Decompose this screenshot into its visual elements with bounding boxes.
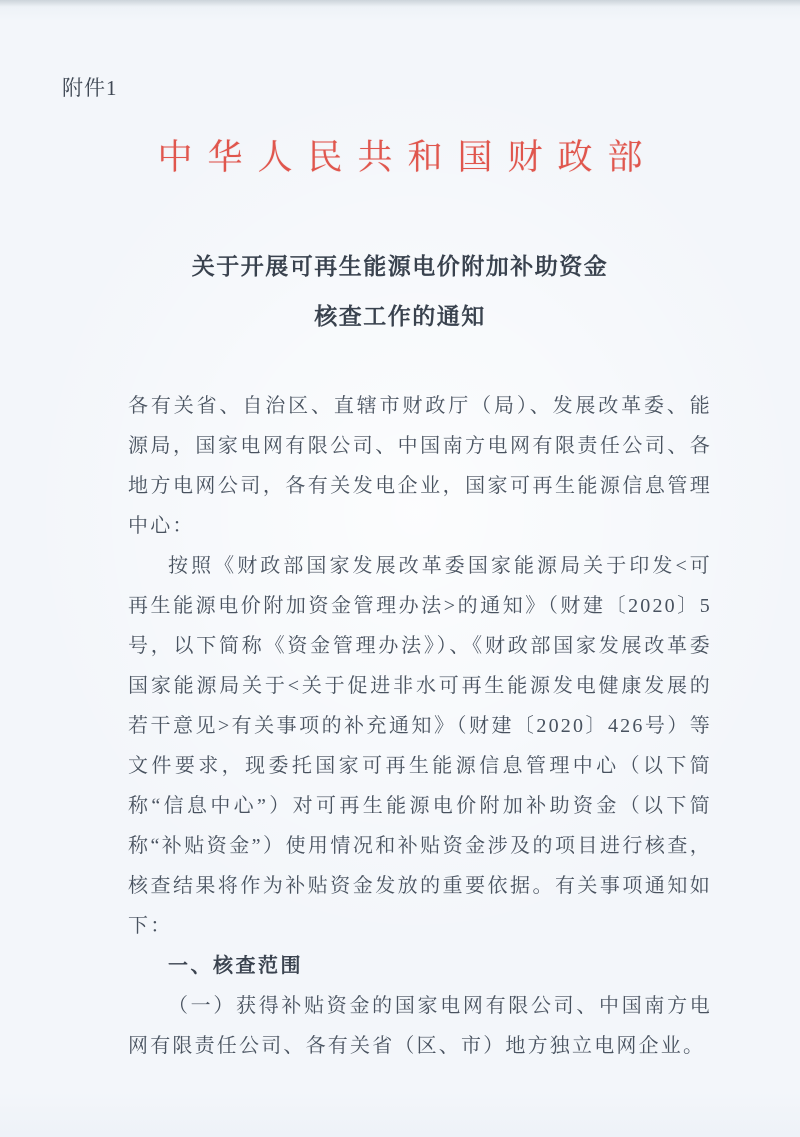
section1-heading: 一、核查范围: [168, 955, 303, 977]
document-title: [0, 242, 800, 342]
document-title-line1: 关于开展可再生能源电价附加补助资金: [191, 254, 609, 279]
ministry-header-title: 中华人民共和国财政部: [157, 138, 658, 177]
attachment-label: 附件1: [62, 76, 118, 100]
salutation-paragraph: 各有关省、自治区、直辖市财政厅（局）、发展改革委、能源局，国家电网有限公司、中国南方电网有限责任公司、各地方电网公司，各有关发电企业，国家可再生能源信息管理中心：: [128, 395, 712, 537]
intro-paragraph: 按照《财政部国家发展改革委国家能源局关于印发<可再生能源电价附加资金管理办法>的通知》（财建〔2020〕5号，以下简称《资金管理办法》）、《财政部国家发展改革委国家能源局关于<关于促进非水可再生能源发电健康发展的若干意见>有关事项的补充通知》（财建〔2020〕426号）等文件要求，现委托国家可再生能源信息管理中心（以下简称“信息中心”）对可再生能源电价附加补助资金（以下简称“补贴资金”）使用情况和补贴资金涉及的项目进行核查，核查结果将作为补贴资金发放的重要依据。有关事项通知如下：: [128, 555, 712, 937]
section1-item1-paragraph: （一）获得补贴资金的国家电网有限公司、中国南方电网有限责任公司、各有关省（区、市）地方独立电网企业。: [128, 995, 712, 1057]
document-title-line2: 核查工作的通知: [314, 304, 486, 329]
document-body: [128, 386, 712, 1066]
